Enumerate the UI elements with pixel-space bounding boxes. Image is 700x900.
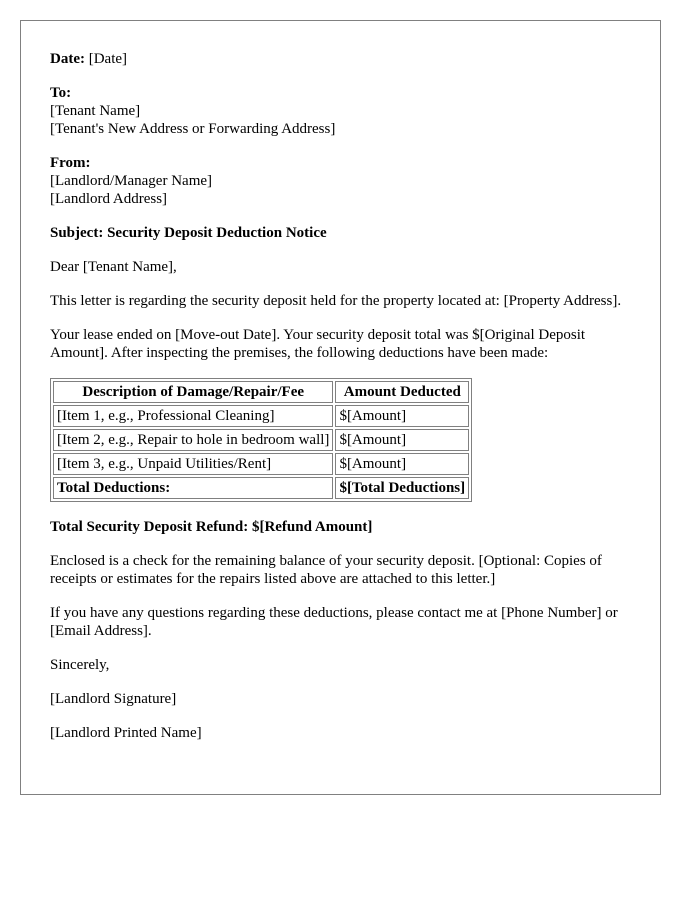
- date-line: [50, 50, 635, 68]
- total-amount: $[Total Deductions]: [335, 477, 469, 499]
- recipient-block: [50, 84, 635, 138]
- tenant-name-line: [Tenant Name]: [50, 103, 141, 119]
- table-row: [53, 405, 469, 427]
- from-label: From:: [50, 155, 91, 171]
- refund-line: Total Security Deposit Refund: $[Refund Amount]: [50, 519, 373, 535]
- contact-paragraph: If you have any questions regarding these deductions, please contact me at [Phone Number] or [Email Address].: [50, 605, 618, 639]
- subject-line: Subject: Security Deposit Deduction Notice: [50, 225, 327, 241]
- salutation: Dear [Tenant Name],: [50, 259, 177, 275]
- row-amount: $[Amount]: [335, 405, 469, 427]
- property-paragraph: This letter is regarding the security deposit held for the property located at: [Property Address].: [50, 293, 622, 309]
- row-description: [Item 2, e.g., Repair to hole in bedroom wall]: [53, 429, 333, 451]
- date-value: [Date]: [88, 51, 128, 67]
- lease-paragraph: Your lease ended on [Move-out Date]. Your security deposit total was $[Original Deposit Amount]. After inspecting the premises, the following deductions have been made:: [50, 327, 586, 361]
- printed-name-line: [Landlord Printed Name]: [50, 725, 202, 741]
- total-label: Total Deductions:: [53, 477, 333, 499]
- signature-line: [Landlord Signature]: [50, 691, 177, 707]
- letter-page: [20, 20, 661, 795]
- total-row: [53, 477, 469, 499]
- closing: Sincerely,: [50, 657, 110, 673]
- tenant-address-line: [Tenant's New Address or Forwarding Address]: [50, 121, 336, 137]
- date-label: Date:: [50, 51, 85, 67]
- sender-block: [50, 154, 635, 208]
- table-row: [53, 429, 469, 451]
- enclosure-paragraph: Enclosed is a check for the remaining balance of your security deposit. [Optional: Copies of receipts or estimates for the repairs listed above are attached to this letter.]: [50, 553, 602, 587]
- landlord-address-line: [Landlord Address]: [50, 191, 168, 207]
- landlord-name-line: [Landlord/Manager Name]: [50, 173, 213, 189]
- row-amount: $[Amount]: [335, 453, 469, 475]
- row-description: [Item 1, e.g., Professional Cleaning]: [53, 405, 333, 427]
- deductions-table: [50, 378, 472, 502]
- row-description: [Item 3, e.g., Unpaid Utilities/Rent]: [53, 453, 333, 475]
- letter-content: [50, 50, 635, 758]
- table-row: [53, 453, 469, 475]
- row-amount: $[Amount]: [335, 429, 469, 451]
- column-header-description: Description of Damage/Repair/Fee: [53, 381, 333, 403]
- to-label: To:: [50, 85, 72, 101]
- table-header-row: [53, 381, 469, 403]
- column-header-amount: Amount Deducted: [335, 381, 469, 403]
